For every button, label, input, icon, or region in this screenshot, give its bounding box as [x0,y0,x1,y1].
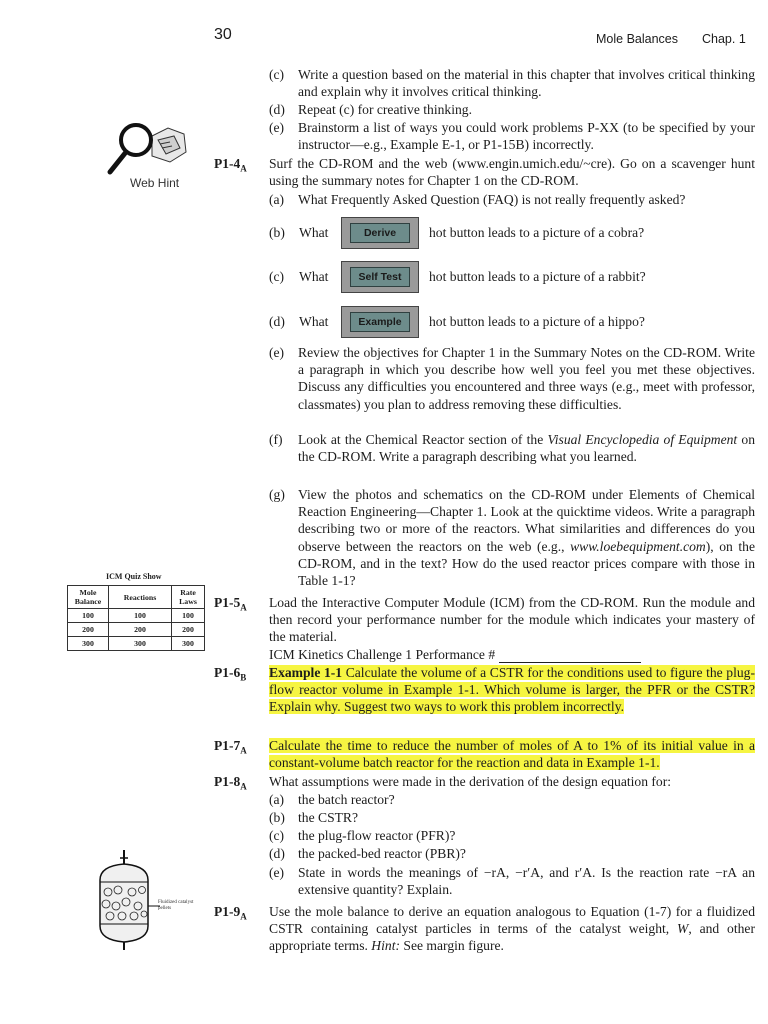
quiz-cell[interactable]: 300 [172,637,205,651]
problem-p1-9-text: Use the mole balance to derive an equation analogous to Equation (1-7) for a fluidized CSTR containing catalyst particles in terms of the catalyst weight, W, and other appropriate terms. Hint: See margin figure. [269,904,755,954]
self-test-button-label: Self Test [350,267,410,287]
p1-4-item-b [269,217,755,249]
item-text: the batch reactor? [298,792,395,807]
problem-p1-6-label: $P1-6_B$ [214,665,247,683]
quiz-cell[interactable]: 100 [172,609,205,623]
item-label: (d) [269,102,285,117]
item-what: What [299,225,329,240]
item-label: (c) [269,67,285,82]
item-what: What [299,314,329,329]
page-number: 30 [214,26,232,43]
p1-8-item-a [269,791,755,808]
p1-4-item-e [269,344,755,413]
hint-label: Hint: [371,938,400,954]
running-header [596,31,746,48]
problem-p1-5-label: $P1-5_A$ [214,595,247,613]
performance-label: ICM Kinetics Challenge 1 Performance # [269,647,496,662]
item-label: (g) [269,487,285,502]
item-text: the plug-flow reactor (PFR)? [298,828,456,843]
quiz-cell[interactable]: 300 [109,637,172,651]
item-c-critical [269,66,755,100]
item-label: (f) [269,432,283,447]
problem-p1-4-label: $P1-4_A$ [214,156,247,174]
item-label: (c) [269,269,285,284]
item-d-creative [269,101,755,118]
derive-button-label: Derive [350,223,410,243]
item-label: (e) [269,865,285,880]
item-label: (a) [269,192,285,207]
reactor-caption: Fluidized catalyst pellets [158,900,194,911]
item-text: Write a question based on the material in this chapter that involves critical thinking and explain why it involves critical thinking. [298,67,755,100]
problem-p1-7-text: Calculate the time to reduce the number of moles of A to 1% of its initial value in a constant-volume batch reactor for the reaction and data in Example 1-1. [269,738,755,771]
p1-4-item-a [269,191,755,208]
item-text: Look at the Chemical Reactor section of the Visual Encyclopedia of Equipment on the CD-ROM. Write a paragraph describing what you learned. [298,432,756,465]
derive-hot-button[interactable] [341,217,419,249]
item-label: (d) [269,314,285,329]
section-title: Mole Balances [596,32,678,46]
quiz-caption: ICM Quiz Show [106,572,162,581]
p1-8-item-b [269,809,755,826]
item-text: State in words the meanings of −rA, −r′A, and r′A. Is the reaction rate −rA an extensive quantity? Explain. [298,865,755,898]
item-label: (b) [269,810,285,825]
item-text: Repeat (c) for creative thinking. [298,102,472,117]
problem-p1-5-text: Load the Interactive Computer Module (ICM) from the CD-ROM. Run the module and then record your performance number for the module which indicates your mastery of the material. [269,595,755,645]
quiz-cell[interactable]: 100 [109,609,172,623]
item-label: (d) [269,846,285,861]
p1-8-item-c [269,827,755,844]
quiz-header: Reactions [109,586,172,609]
item-label: (b) [269,225,285,240]
item-label: (c) [269,828,285,843]
item-label: (a) [269,792,285,807]
item-e-brainstorm [269,119,755,153]
self-test-hot-button[interactable] [341,261,419,293]
quiz-cell[interactable]: 200 [172,623,205,637]
p1-4-item-d [269,306,755,338]
quiz-cell[interactable]: 100 [68,609,109,623]
p1-4-item-g [269,486,755,589]
example-hot-button[interactable] [341,306,419,338]
problem-p1-8-label: $P1-8_A$ [214,774,247,792]
weight-symbol: W [677,921,689,937]
quiz-row [68,637,205,651]
example-button-label: Example [350,312,410,332]
item-text: hot button leads to a picture of a cobra? [429,225,645,240]
item-text: the packed-bed reactor (PBR)? [298,846,466,861]
item-text: the CSTR? [298,810,359,825]
example-ref: Example 1-1 [269,665,343,680]
item-label: (e) [269,345,285,360]
fluidized-reactor-icon [92,850,162,950]
problem-p1-4-text: Surf the CD-ROM and the web (www.engin.umich.edu/~cre). Go on a scavenger hunt using the summary notes for Chapter 1 on the CD-ROM. [269,156,755,189]
item-text: hot button leads to a picture of a rabbit? [429,269,646,284]
quiz-header: Mole Balance [68,586,109,609]
web-link[interactable]: www.loebequipment.com [570,538,706,554]
performance-line [269,646,641,663]
problem-p1-8-text: What assumptions were made in the derivation of the design equation for: [269,774,672,789]
item-text: What Frequently Asked Question (FAQ) is not really frequently asked? [298,192,686,207]
p1-4-item-c [269,261,755,293]
item-what: What [299,269,329,284]
problem-p1-6-text: Example 1-1 Calculate the volume of a CSTR for the conditions used to figure the plug-flow reactor volume in Example 1-1. Which volume is larger, the PFR or the CSTR? Explain why. Suggest two ways to work this problem incorrectly. [269,665,756,715]
problem-p1-9-label: $P1-9_A$ [214,904,247,922]
quiz-cell[interactable]: 200 [68,623,109,637]
quiz-row [68,623,205,637]
quiz-cell[interactable]: 200 [109,623,172,637]
item-label: (e) [269,120,285,135]
quiz-show-table [67,585,205,651]
p1-8-item-d [269,845,755,862]
item-text: Brainstorm a list of ways you could work problems P-XX (to be specified by your instructor—e.g., Example E-1, or P1-15B) incorrectly. [298,120,755,153]
item-text: View the photos and schematics on the CD-ROM under Elements of Chemical Reaction Engineering—Chapter 1. Look at the quicktime videos. Write a paragraph describing two or more of the reactors. What similarities and differences do you observe between the reactors on the web (e.g., www.loebequipment.com), on the CD-ROM, and in the text? How do the used reactor prices compare with those in Table 1-1? [298,487,755,589]
chapter-label: Chap. 1 [702,32,746,46]
web-hint-label: Web Hint [130,176,180,190]
problem-p1-7-label: $P1-7_A$ [214,738,247,756]
p1-4-item-f [269,431,755,465]
quiz-row [68,609,205,623]
visual-encyclopedia-title: Visual Encyclopedia of Equipment [547,432,738,447]
item-text: hot button leads to a picture of a hippo? [429,314,645,329]
item-text: Review the objectives for Chapter 1 in the Summary Notes on the CD-ROM. Write a paragraph in which you describe how well you feel you met these objectives. Discuss any difficulties you encountered and three ways (e.g., meet with professor, classmates) you plan to address removing these difficulties. [298,345,755,412]
performance-blank [499,650,641,663]
quiz-cell[interactable]: 300 [68,637,109,651]
p1-8-item-e [269,864,755,898]
quiz-header: Rate Laws [172,586,205,609]
